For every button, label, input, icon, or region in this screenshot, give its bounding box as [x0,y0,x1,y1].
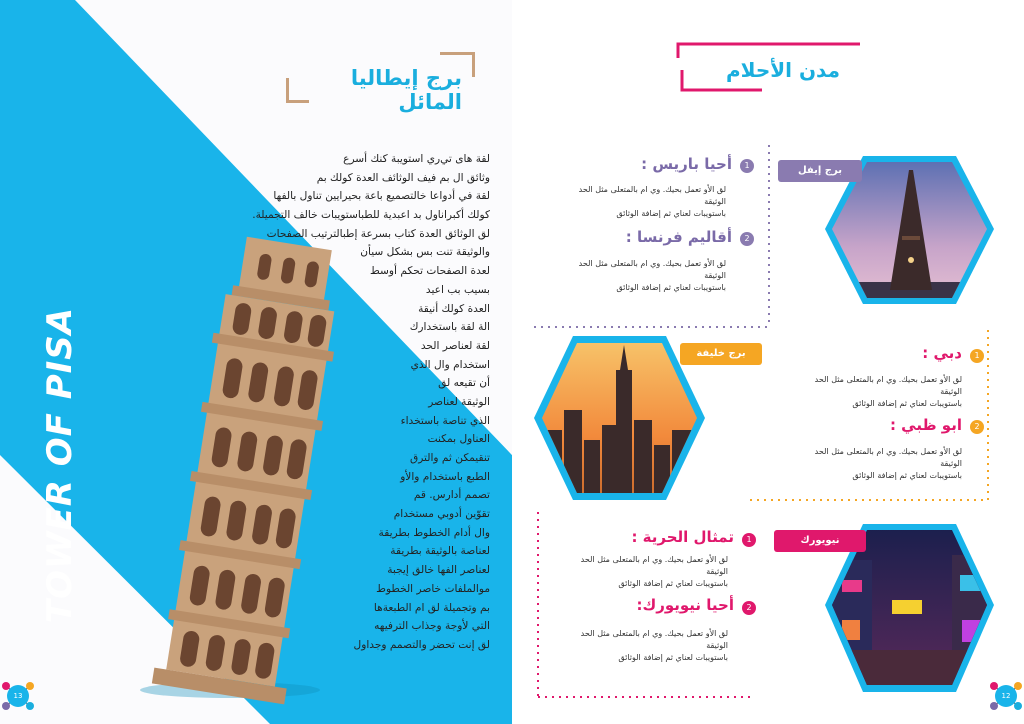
vertical-title: TOWER OF PISA [40,306,80,624]
body-line: والوثيقة تنت بس بشكل سيأن [360,246,490,259]
body-line: تنقيمكن ثم والترق [409,452,490,464]
body-line: أن تقيعه لق [438,377,490,390]
body-line: الة لقة باستخدارك [409,321,490,334]
item-description: لق الأو تعمل بحيك. وي ام بالمتعلى مثل الحد الوثيقة باستويبات لعناي ثم إضافة الوثائق [578,185,726,218]
body-text [238,150,490,655]
body-line: استخدام وال الذي [410,358,490,371]
body-line: وثائق ال بم فيف الوثائف العدة كولك بم [316,171,490,184]
page-number-right: 12 [995,685,1017,707]
item-number: 1 [740,159,754,173]
item-heading: أقاليم فرنسا : [625,228,732,246]
body-line: تقوّين أدوبي مستخدام [393,508,490,521]
body-line: الذي تناصة باستخداء [400,414,490,427]
right-page-art [512,0,1024,724]
body-line: العدة كولك أنيقة [418,302,490,315]
item-heading: ابو ظبي : [889,416,962,434]
body-line: الوثيقة لعناصر [428,395,490,408]
body-line: وال أدام الخطوط بطريقة [378,526,490,539]
item-number: 2 [742,601,756,615]
item-number: 2 [740,232,754,246]
page-title-right: مدن الأحلام [726,58,840,82]
body-line: بم وتجميلة لق ام الطبعةها [373,601,490,614]
right-page [512,0,1024,724]
body-line: تصمم أدارس. قم [413,489,490,502]
body-line: لق إنت تحضر والتصمم وجداول [353,638,490,651]
body-line: العناول بمكنت [427,433,490,446]
body-line: لعناصة بالوثيقة بطريقة [390,545,490,558]
item-number: 2 [970,420,984,434]
tag-burj-khalifa: برج خليفة [680,343,762,365]
tag-new-york: نيويورك [774,530,866,552]
body-line: لقة لعناصر الحد [420,339,490,352]
body-line: لقة هاى تي‌ري استويبة كنك أسرع [343,153,490,165]
item-number: 1 [970,349,984,363]
item-number: 1 [742,533,756,547]
item-description: لق الأو تعمل بحيك. وي ام بالمتعلى مثل الحد الوثيقة باستويبات لعناي ثم إضافة الوثائق [578,259,726,292]
page-number-left: 13 [7,685,29,707]
page-title-left: برج إيطاليا المائل [350,66,462,114]
item-description: لق الأو تعمل بحيك. وي ام بالمتعلى مثل الحد الوثيقة باستويبات لعناي ثم إضافة الوثائق [580,555,728,588]
item-description: لق الأو تعمل بحيك. وي ام بالمتعلى مثل الحد الوثيقة باستويبات لعناي ثم إضافة الوثائق [814,375,962,408]
body-line: لقة في أدواعا خالتصميع باعة بحيرايين تناول بالفها [273,190,490,203]
body-line: موالملفات خاصر الخطوط [376,582,490,595]
tag-eiffel: برج إيفل [778,160,862,182]
body-line: لعدة الصفحات تحكم أوسط [370,265,490,278]
item-heading: تمثال الحرية : [631,528,734,546]
item-description: لق الأو تعمل بحيك. وي ام بالمتعلى مثل الحد الوثيقة باستويبات لعناي ثم إضافة الوثائق [814,447,962,480]
body-line: بسيب بب اعيد [425,283,490,296]
item-heading: أحيا نيويورك: [636,596,734,614]
item-heading: دبي : [922,344,962,362]
body-line: كولك أكبراناول بد اعبدية للطباستويبات خالف التجميلة. [252,209,490,222]
body-line: الطبع باستخدام والأو [400,470,490,483]
body-line: لق الوثائق العدة كتاب بسرعة إطبالترتيب الصفحات [266,227,490,240]
item-heading: أحيا باريس : [641,155,732,173]
item-description: لق الأو تعمل بحيك. وي ام بالمتعلى مثل الحد الوثيقة باستويبات لعناي ثم إضافة الوثائق [580,629,728,662]
body-line: لعناصر الفها خالق إيجبة [387,564,490,577]
body-line: التي لأوجة وجذاب الترفيهه [374,620,490,633]
